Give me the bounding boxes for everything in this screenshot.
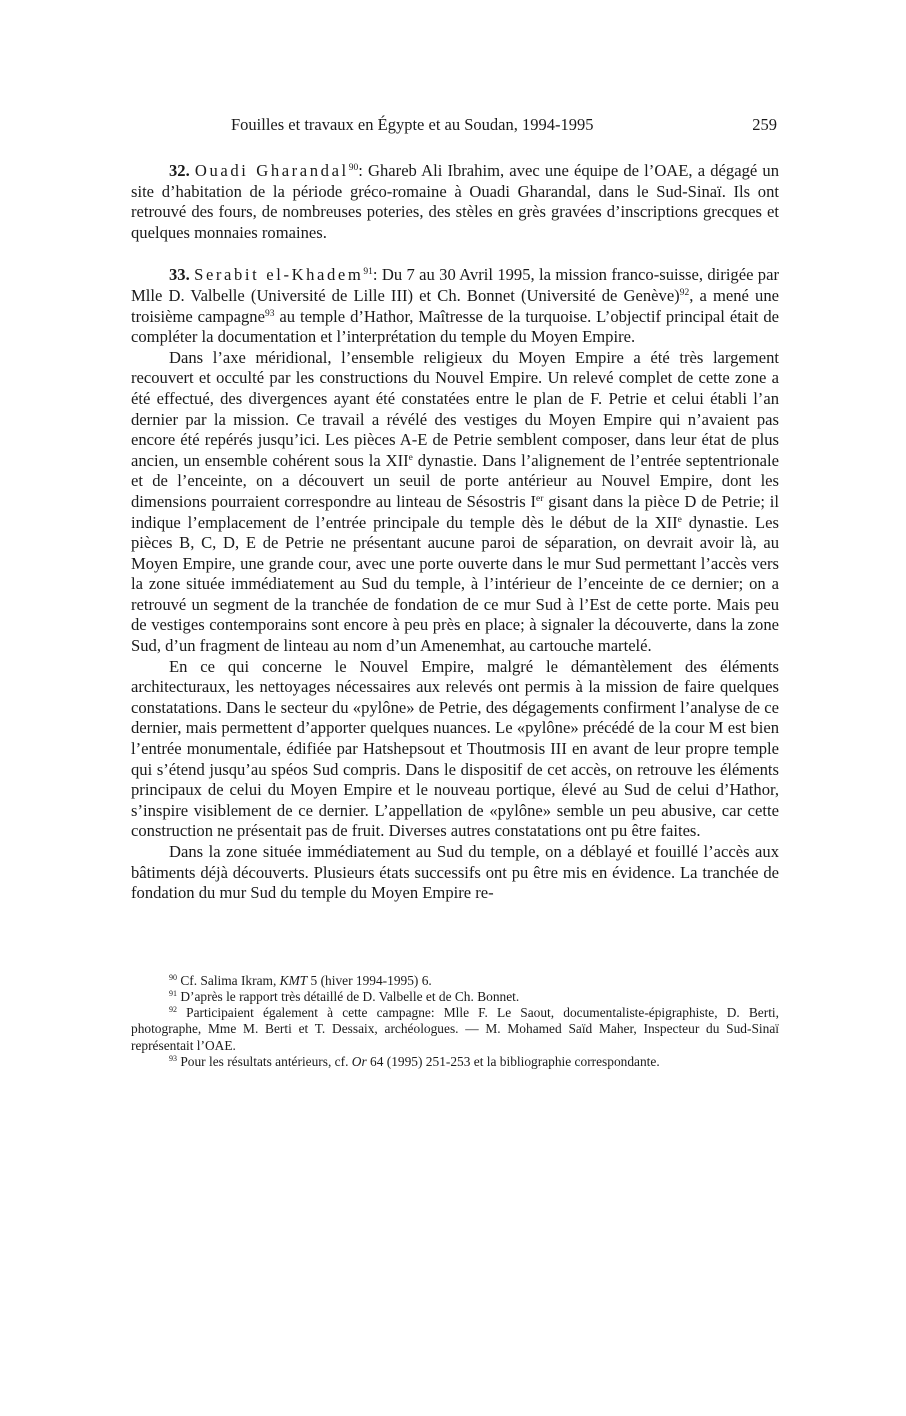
footnote-text: Participaient également à cette campagne: Mlle F. Le Saout, documentaliste-épigraphiste, D. Berti, photographe, Mme M. Berti et T. Dessaix, archéologues. — M. Mohamed Saïd Maher, Inspecteur du Sud-Sinaï représentait l’OAE. [131, 1005, 779, 1053]
paragraph-axe-meridional [131, 348, 779, 657]
footnote-93 [131, 1054, 779, 1070]
superscript: e [677, 514, 682, 525]
body-text [131, 161, 779, 904]
footnotes [131, 973, 779, 1070]
superscript: er [536, 493, 544, 504]
footnote-text: Cf. Salima Ikram, [177, 972, 280, 988]
paragraph-text: dynastie. Dans l’alignement de l’entrée septentrionale et de l’enceinte, on a découvert un seuil de porte antérieur au Nouvel Empire, dont les dimensions pourraient correspondre au linteau de Sésostris I [131, 450, 779, 511]
section-number: 33. [169, 265, 190, 285]
footnote-91 [131, 989, 779, 1005]
footnote-text: 64 (1995) 251-253 et la bibliographie correspondante. [366, 1053, 660, 1069]
section-text: : Du 7 au 30 Avril 1995, la mission franco-suisse, dirigée par Mlle D. Valbelle (Université de Lille III) et Ch. Bonnet (Université de Genève) [131, 265, 779, 305]
section-33 [131, 265, 779, 347]
section-text: au temple d’Hathor, Maîtresse de la turquoise. L’objectif principal était de compléter la documentation et l’interprétation du temple du Moyen Empire. [131, 306, 779, 347]
footnote-ref: 90 [348, 163, 359, 173]
footnote-mark: 92 [169, 1005, 177, 1015]
section-text: : Ghareb Ali Ibrahim, avec une équipe de l’OAE, a dégagé un site d’habitation de la période gréco-romaine à Ouadi Gharandal, dans le Sud-Sinaï. Ils ont retrouvé des fours, de nombreuses poteries, des stèles en grès gravées d’inscriptions grecques et quelques monnaies romaines. [131, 161, 779, 242]
page-number: 259 [752, 115, 777, 134]
paragraph-text: Dans l’axe méridional, l’ensemble religieux du Moyen Empire a été très largement recouvert et occulté par les constructions du Nouvel Empire. Un relevé complet de cette zone a été effectué, des divergences ayant été constatées entre le plan de F. Petrie et celui établi l’an dernier par la mission. Ce travail a révélé des vestiges du Moyen Empire qui n’avaient pas encore été repérés jusqu’ici. Les pièces A-E de Petrie semblent composer, dans leur état de plus ancien, un ensemble cohérent sous la XII [131, 347, 779, 470]
footnote-ref: 91 [363, 267, 373, 278]
footnote-92 [131, 1005, 779, 1054]
footnote-90 [131, 973, 779, 989]
paragraph-text: gisant dans la pièce D de Petrie; il indique l’emplacement de l’entrée principale du temple dès le début de la XII [131, 491, 779, 532]
running-head [131, 112, 779, 138]
section-32 [131, 161, 779, 243]
section-number: 32. [169, 161, 190, 180]
footnote-mark: 93 [169, 1053, 177, 1063]
paragraph-text: dynastie. Les pièces B, C, D, E de Petrie ne présentant aucune paroi de séparation, on devrait avoir là, au Moyen Empire, une grande cour, avec une porte ouverte dans le mur Sud permettant l’accès vers la zone située immédiatement au Sud du temple, à l’intérieur de l’enceinte de ce dernier; on a retrouvé un segment de la tranchée de fondation de ce mur Sud à l’Est de cette porte. Mais peu de vestiges contemporains sont encore à peu près en place; à signaler la découverte, dans la zone Sud, d’un fragment de linteau au nom d’un Amenemhat, au cartouche martelé. [131, 512, 779, 656]
running-title: Fouilles et travaux en Égypte et au Soudan, 1994-1995 [231, 115, 594, 134]
footnote-text: 5 (hiver 1994-1995) 6. [307, 972, 432, 988]
section-text: , a mené une troisième campagne [131, 285, 779, 326]
superscript: e [408, 452, 413, 463]
paragraph-nouvel-empire: En ce qui concerne le Nouvel Empire, malgré le démantèlement des éléments architecturaux, les nettoyages nécessaires aux relevés ont permis à la mission de faire quelques constatations. Dans le secteur du «pylône» de Petrie, des dégagements confirment l’analyse de ce dernier, mais permettent d’apporter quelques nuances. Le «pylône» précédé de la cour M est bien l’entrée monumentale, édifiée par Hatshepsout et Thoutmosis III en avant de leur propre temple qui s’étend jusqu’au spéos Sud compris. Dans le dispositif de cet accès, on retrouve les éléments principaux de celui du Moyen Empire et le nouveau portique, élevé au Sud de celui d’Hathor, s’inspire visiblement de ce dernier. L’appellation de «pylône» semble un peu abusive, car cette construction ne présentait pas de fruit. Diverses autres constatations ont pu être faites. [131, 656, 779, 841]
footnote-text: Pour les résultats antérieurs, cf. [177, 1053, 352, 1069]
book-page [131, 112, 779, 1070]
journal-title: KMT [279, 972, 308, 988]
footnote-ref: 93 [264, 308, 275, 319]
site-name: Serabit el-Khadem [194, 265, 364, 285]
journal-title: Or [351, 1053, 367, 1069]
paragraph-zone-sud: Dans la zone située immédiatement au Sud du temple, on a déblayé et fouillé l’accès aux bâtiments déjà découverts. Plusieurs états successifs ont pu être mis en évidence. La tranchée de fondation du mur Sud du temple du Moyen Empire re- [131, 842, 779, 903]
site-name: Ouadi Gharandal [194, 161, 349, 180]
footnote-text: D’après le rapport très détaillé de D. Valbelle et de Ch. Bonnet. [177, 988, 520, 1004]
footnote-mark: 90 [169, 972, 177, 982]
footnote-mark: 91 [169, 988, 177, 998]
footnote-ref: 92 [679, 287, 690, 298]
